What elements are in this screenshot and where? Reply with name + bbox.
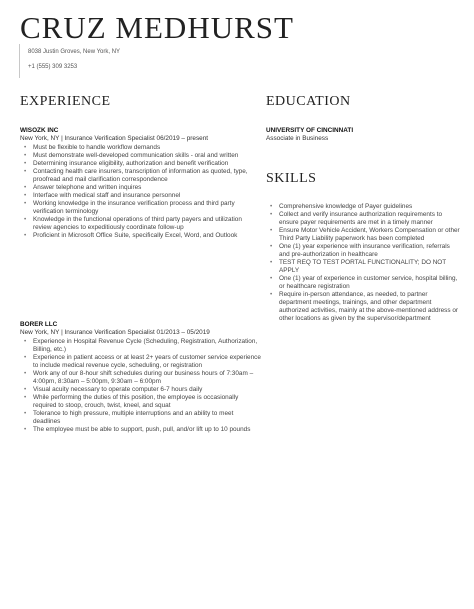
job-bullet: • Knowledge in the functional operations of third party payers and utilization review agencies to expeditiously coordinate follow-up — [33, 216, 262, 232]
job-bullet: • The employee must be able to support, push, pull, and/or lift up to 10 pounds — [33, 426, 262, 434]
job-bullet: • Experience in Hospital Revenue Cycle (Scheduling, Registration, Authorization, Billing, etc.) — [33, 338, 262, 354]
job-bullet: • Working knowledge in the insurance verification process and third party verification terminology — [33, 200, 262, 216]
contact-phone: +1 (555) 309 3253 — [28, 64, 78, 70]
job-bullet: • Contacting health care insurers, transcription of information as quoted, type, proofread and mail clarification correspondence — [33, 168, 262, 184]
job-entry-borer — [20, 321, 262, 434]
skill-item: • One (1) year experience with insurance verification, referrals and pre-authorization in healthcare — [279, 243, 461, 259]
job-company: BORER LLC — [20, 321, 58, 328]
job-company: WISOZK INC — [20, 127, 59, 134]
job-bullet: • Determining insurance eligibility, authorization and benefit verification — [33, 160, 262, 168]
job-bullet: • Work any of our 8-hour shift schedules during our business hours of 7:30am – 4:00pm, 8:30am – 5:00pm, 9:30am – 6:00pm — [33, 370, 262, 386]
education-degree: Associate in Business — [266, 135, 329, 142]
job-bullet: • Interface with medical staff and insurance personnel — [33, 192, 262, 200]
skills-list — [266, 203, 461, 323]
contact-address: 8038 Justin Groves, New York, NY — [28, 49, 121, 55]
education-school: UNIVERSITY OF CINCINNATI — [266, 127, 354, 134]
job-bullets — [20, 144, 262, 240]
job-bullet: • Visual acuity necessary to operate computer 6-7 hours daily — [33, 386, 262, 394]
skill-item: • Require in-person attendance, as needed, to partner department meetings, trainings, and other department authorized activities, mainly at the above-mentioned address or other locations as given by the supervisor/department — [279, 291, 461, 323]
job-bullet: • Tolerance to high pressure, multiple interruptions and an ability to meet deadlines — [33, 410, 262, 426]
experience-heading: EXPERIENCE — [20, 94, 111, 109]
skills-heading: SKILLS — [266, 171, 317, 186]
job-meta: New York, NY | Insurance Verification Specialist 01/2013 – 05/2019 — [20, 329, 210, 336]
job-bullet: • Answer telephone and written inquires — [33, 184, 262, 192]
education-heading: EDUCATION — [266, 94, 351, 109]
skill-item: • Comprehensive knowledge of Payer guidelines — [279, 203, 461, 211]
job-bullet: • Experience in patient access or at least 2+ years of customer service experience to include medical revenue cycle, scheduling, or registration — [33, 354, 262, 370]
contact-divider — [19, 44, 20, 78]
skill-item: • One (1) year of experience in customer service, hospital billing, or healthcare registration — [279, 275, 461, 291]
skill-item: • TEST REQ TO TEST PORTAL FUNCTIONALITY; DO NOT APPLY — [279, 259, 461, 275]
job-bullet: • While performing the duties of this position, the employee is occasionally required to stoop, crouch, twist, kneel, and squat — [33, 394, 262, 410]
skill-item: • Ensure Motor Vehicle Accident, Workers Compensation or other Third Party Liability paperwork has been completed — [279, 227, 461, 243]
job-bullets — [20, 338, 262, 434]
job-bullet: • Must demonstrate well-developed communication skills - oral and written — [33, 152, 262, 160]
job-bullet: • Must be flexible to handle workflow demands — [33, 144, 262, 152]
skills-bullets — [266, 203, 461, 323]
job-meta: New York, NY | Insurance Verification Specialist 06/2019 – present — [20, 135, 209, 142]
skill-item: • Collect and verify insurance authorization requirements to ensure payer requirements are met in a timely manner — [279, 211, 461, 227]
education-entry — [266, 127, 461, 143]
job-entry-wisozk — [20, 127, 262, 240]
candidate-name: CRUZ MEDHURST — [20, 10, 294, 45]
job-bullet: • Proficient in Microsoft Office Suite, specifically Excel, Word, and Outlook — [33, 232, 262, 240]
